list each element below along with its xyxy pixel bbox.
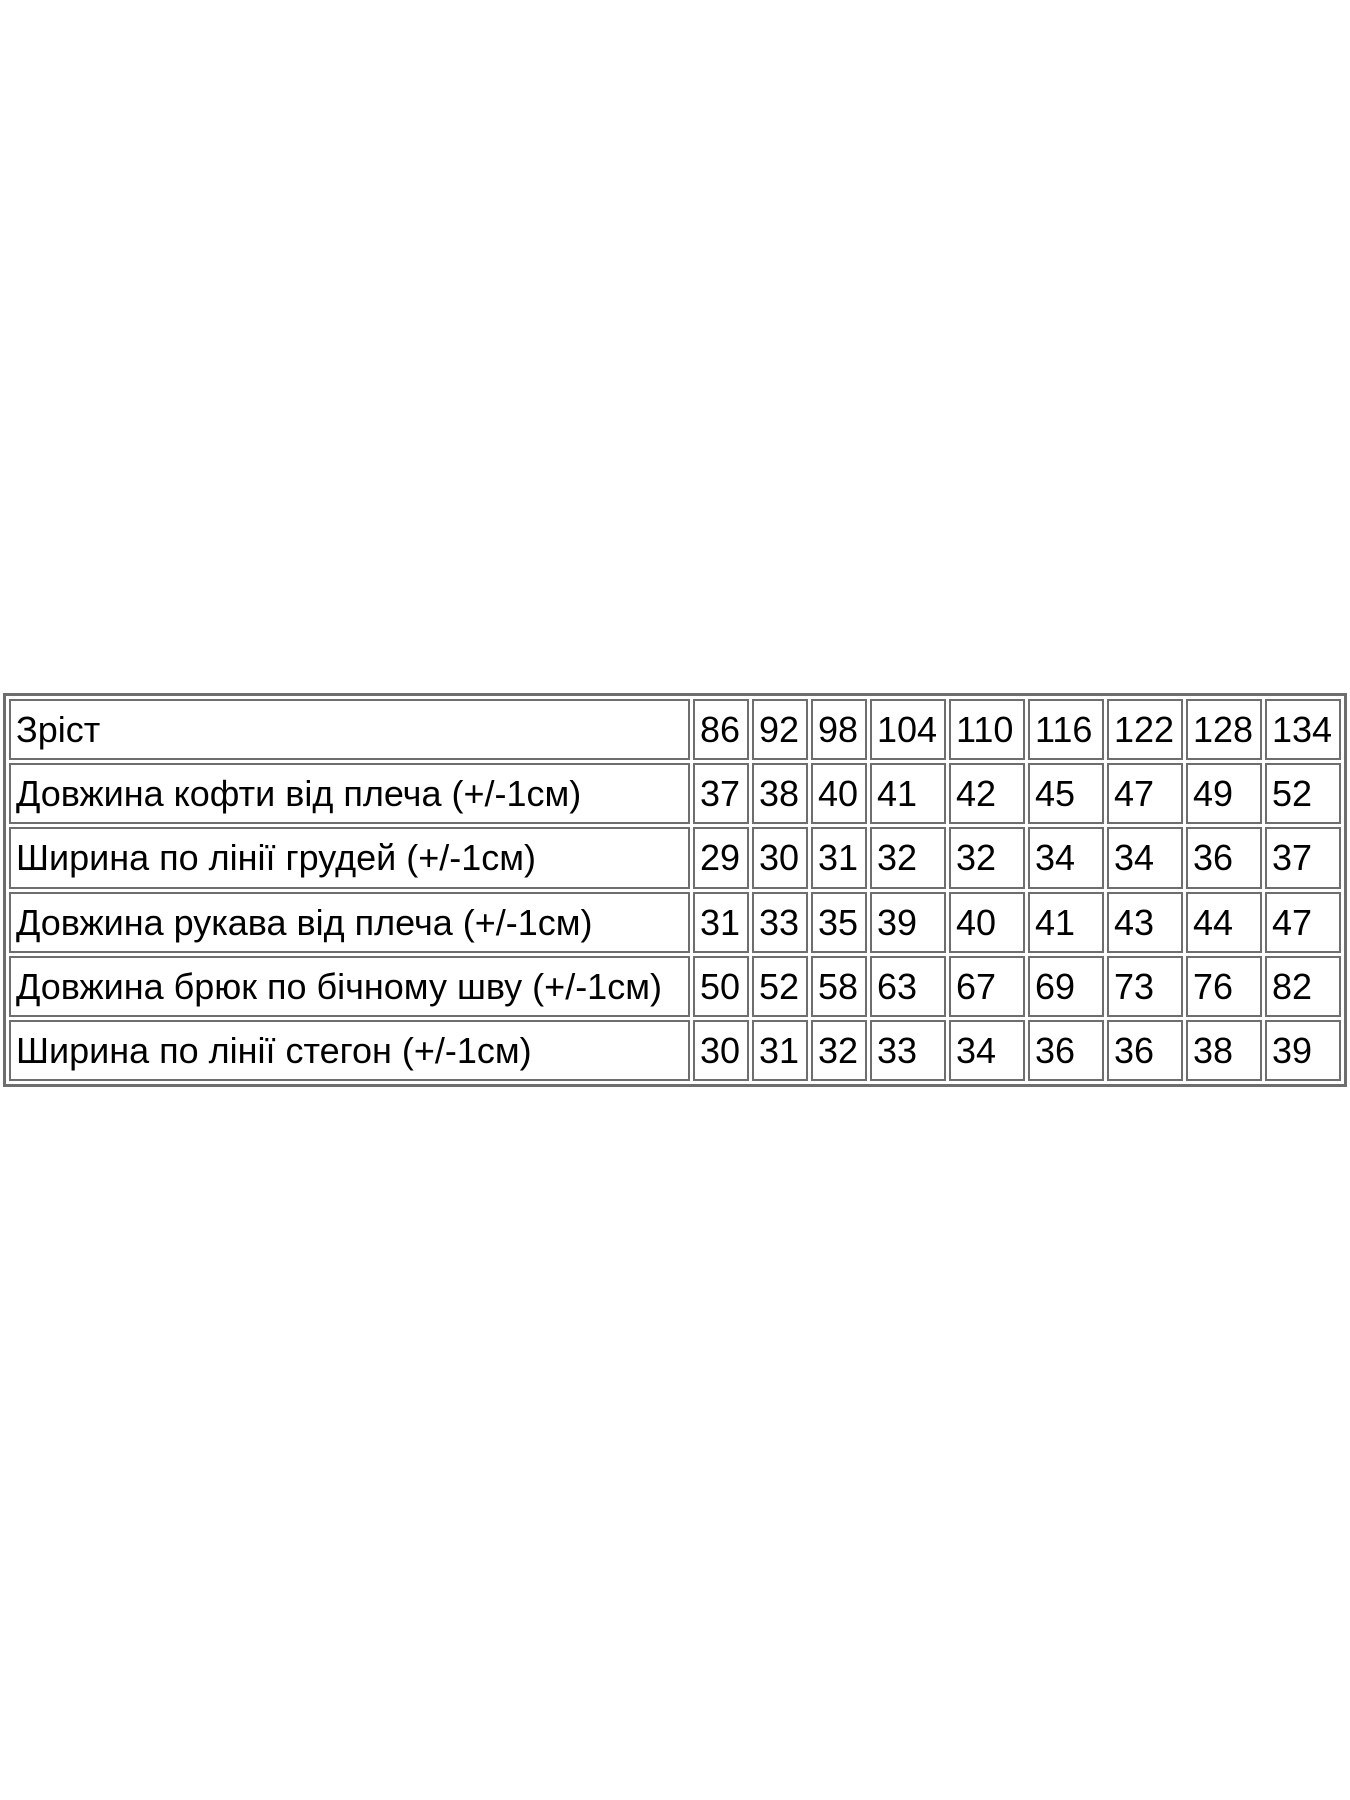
- table-cell: 98: [811, 699, 867, 760]
- table-cell: 43: [1107, 892, 1183, 953]
- table-cell: 33: [752, 892, 808, 953]
- table-cell: 76: [1186, 956, 1262, 1017]
- table-cell: 38: [1186, 1020, 1262, 1081]
- size-chart-table: [3, 693, 1347, 1087]
- table-cell: 128: [1186, 699, 1262, 760]
- row-label: Довжина рукава від плеча (+/-1см): [9, 892, 690, 953]
- table-cell: 38: [752, 763, 808, 824]
- table-cell: 47: [1107, 763, 1183, 824]
- table-cell: 31: [752, 1020, 808, 1081]
- row-label: Довжина кофти від плеча (+/-1см): [9, 763, 690, 824]
- table-cell: 32: [949, 827, 1025, 888]
- table-cell: 40: [811, 763, 867, 824]
- table-cell: 104: [870, 699, 946, 760]
- table-cell: 29: [693, 827, 749, 888]
- table-cell: 92: [752, 699, 808, 760]
- table-cell: 37: [693, 763, 749, 824]
- table-cell: 34: [1028, 827, 1104, 888]
- table-cell: 58: [811, 956, 867, 1017]
- table-cell: 39: [1265, 1020, 1341, 1081]
- row-label: Ширина по лінії грудей (+/-1см): [9, 827, 690, 888]
- table-cell: 42: [949, 763, 1025, 824]
- table-cell: 36: [1186, 827, 1262, 888]
- table-cell: 49: [1186, 763, 1262, 824]
- table-cell: 52: [1265, 763, 1341, 824]
- table-cell: 44: [1186, 892, 1262, 953]
- table-row-sleeve-length: [9, 892, 1341, 953]
- table-cell: 122: [1107, 699, 1183, 760]
- table-cell: 82: [1265, 956, 1341, 1017]
- table-cell: 110: [949, 699, 1025, 760]
- table-cell: 39: [870, 892, 946, 953]
- table-cell: 31: [811, 827, 867, 888]
- table-cell: 34: [949, 1020, 1025, 1081]
- table-cell: 30: [693, 1020, 749, 1081]
- table-cell: 45: [1028, 763, 1104, 824]
- table-cell: 36: [1107, 1020, 1183, 1081]
- table-cell: 30: [752, 827, 808, 888]
- table-cell: 41: [870, 763, 946, 824]
- table-cell: 41: [1028, 892, 1104, 953]
- table-row-height: [9, 699, 1341, 760]
- table-cell: 63: [870, 956, 946, 1017]
- table-cell: 116: [1028, 699, 1104, 760]
- table-row-chest-width: [9, 827, 1341, 888]
- table-cell: 34: [1107, 827, 1183, 888]
- table-cell: 47: [1265, 892, 1341, 953]
- row-label: Довжина брюк по бічному шву (+/-1см): [9, 956, 690, 1017]
- table-cell: 33: [870, 1020, 946, 1081]
- table-cell: 37: [1265, 827, 1341, 888]
- row-label: Зріст: [9, 699, 690, 760]
- table-cell: 32: [811, 1020, 867, 1081]
- table-row-hip-width: [9, 1020, 1341, 1081]
- table-row-trouser-length: [9, 956, 1341, 1017]
- table-cell: 67: [949, 956, 1025, 1017]
- table-cell: 31: [693, 892, 749, 953]
- table-cell: 134: [1265, 699, 1341, 760]
- table-row-sweater-length: [9, 763, 1341, 824]
- table-cell: 50: [693, 956, 749, 1017]
- table-cell: 52: [752, 956, 808, 1017]
- table-cell: 86: [693, 699, 749, 760]
- table-cell: 69: [1028, 956, 1104, 1017]
- table-cell: 40: [949, 892, 1025, 953]
- table-cell: 73: [1107, 956, 1183, 1017]
- row-label: Ширина по лінії стегон (+/-1см): [9, 1020, 690, 1081]
- table-cell: 32: [870, 827, 946, 888]
- table-cell: 35: [811, 892, 867, 953]
- table-cell: 36: [1028, 1020, 1104, 1081]
